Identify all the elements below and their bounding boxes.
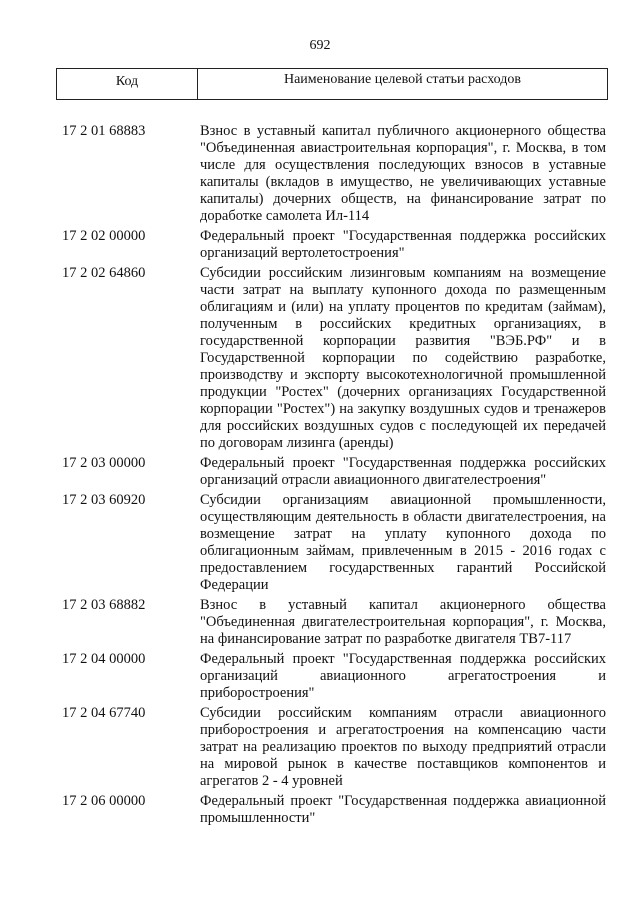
row-description: Субсидии российским компаниям отрасли авиационного приборостроения и агрегатостроения на компенсацию части затрат на реализацию проектов по выходу предприятий отрасли на мировой рынок в качестве поставщиков компонентов и агрегатов 2 - 4 уровней — [200, 705, 606, 789]
table-row — [0, 123, 640, 225]
column-header-code: Код — [57, 69, 198, 99]
table-row — [0, 597, 640, 648]
row-code: 17 2 03 60920 — [62, 492, 146, 508]
table-row — [0, 793, 640, 827]
row-code: 17 2 03 68882 — [62, 597, 146, 613]
row-code: 17 2 03 00000 — [62, 455, 146, 471]
row-description: Субсидии российским лизинговым компаниям на возмещение части затрат на выплату купонного дохода по размещенным облигациям и (или) на уплату процентов по кредитам (займам), полученным в российских кредитных организациях, в государственной корпорации развития "ВЭБ.РФ" и в Государственной корпорации по содействию разработке, производству и экспорту высокотехнологичной промышленной продукции "Ростех" (дочерних организациях Государственной корпорации "Ростех") на закупку воздушных судов и тренажеров для российских воздушных судов с последующей их передачей по договорам лизинга (аренды) — [200, 265, 606, 451]
row-code: 17 2 01 68883 — [62, 123, 146, 139]
page-number: 692 — [309, 38, 331, 53]
table-row — [0, 455, 640, 489]
row-description: Федеральный проект "Государственная поддержка российских организаций отрасли авиационного двигателестроения" — [200, 455, 606, 488]
row-code: 17 2 04 00000 — [62, 651, 146, 667]
row-description: Взнос в уставный капитал акционерного общества "Объединенная двигателестроительная корпорация", г. Москва, на финансирование затрат по разработке двигателя ТВ7-117 — [200, 597, 606, 647]
table-row — [0, 265, 640, 452]
row-code: 17 2 02 64860 — [62, 265, 146, 281]
expense-items-list — [0, 123, 640, 830]
row-code: 17 2 06 00000 — [62, 793, 146, 809]
row-description: Взнос в уставный капитал публичного акционерного общества "Объединенная авиастроительная корпорация", г. Москва, в том числе для осуществления последующих взносов в уставные капиталы (вкладов в имущество, не увеличивающих уставные капиталы) дочерних обществ, на финансирование затрат по доработке самолета Ил-114 — [200, 123, 606, 224]
table-header — [56, 68, 608, 100]
table-row — [0, 492, 640, 594]
row-description: Федеральный проект "Государственная поддержка российских организаций вертолетостроения" — [200, 228, 606, 261]
column-header-name: Наименование целевой статьи расходов — [283, 72, 522, 87]
row-description: Федеральный проект "Государственная поддержка российских организаций авиационного агрегатостроения и приборостроения" — [200, 651, 606, 701]
row-description: Субсидии организациям авиационной промышленности, осуществляющим деятельность в области двигателестроения, на возмещение затрат на уплату купонного дохода по облигационным займам, привлеченным в 2015 - 2016 годах с предоставлением государственных гарантий Российской Федерации — [200, 492, 606, 593]
row-code: 17 2 04 67740 — [62, 705, 146, 721]
table-row — [0, 228, 640, 262]
row-description: Федеральный проект "Государственная поддержка авиационной промышленности" — [200, 793, 606, 826]
table-row — [0, 651, 640, 702]
row-code: 17 2 02 00000 — [62, 228, 146, 244]
table-row — [0, 705, 640, 790]
